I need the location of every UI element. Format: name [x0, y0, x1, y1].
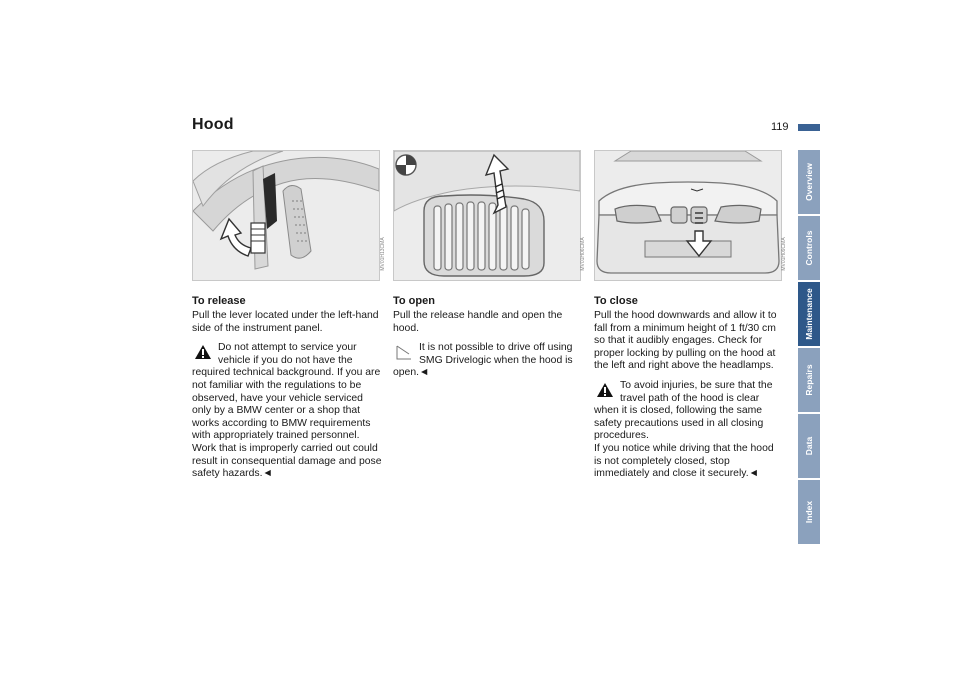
warning-text-extra: If you notice while driving that the hood is not completely closed, stop immediately and close it securely.◄ — [594, 442, 774, 480]
figure-code: MV01H13CMA — [380, 237, 386, 271]
section-heading: To release — [192, 295, 246, 307]
note-text-first: It is not possible to drive off using SMG Drivelogic when the hood is — [419, 342, 573, 366]
hood-close-illustration — [595, 151, 781, 280]
tab-maintenance-label: Maintenance — [804, 288, 814, 340]
section-heading: To close — [594, 295, 638, 307]
warning-text-rest: required technical background. If you are not familiar with the regulations to be observed, have your vehicle serviced only by a BMW center or a shop that works according to BMW requirements with appropriately trained personnel. Work that is improperly carried out could result in consequential damage and pose safety hazards. — [192, 367, 382, 480]
figure-release-lever — [192, 150, 380, 281]
end-mark: ◄ — [419, 367, 430, 379]
page-title: Hood — [192, 116, 234, 133]
tab-controls-label: Controls — [804, 230, 814, 266]
figure-code: MV01H09CMA — [781, 237, 787, 271]
section-release — [192, 295, 382, 485]
tab-repairs-label: Repairs — [804, 364, 814, 396]
tab-overview[interactable] — [798, 150, 820, 214]
grille-handle-illustration — [394, 151, 580, 280]
note-arrow-icon — [395, 344, 413, 360]
tab-repairs[interactable] — [798, 348, 820, 412]
tab-data[interactable] — [798, 414, 820, 478]
page-marker — [798, 124, 820, 131]
section-heading: To open — [393, 295, 435, 307]
section-close — [594, 295, 784, 485]
warning-triangle-icon — [194, 344, 212, 360]
section-body: Pull the release handle and open the hood. — [393, 310, 563, 334]
figure-grille-handle — [393, 150, 581, 281]
tab-data-label: Data — [804, 436, 814, 456]
figure-hood-close — [594, 150, 782, 281]
warning-text-rest: when it is closed, following the same safety precautions used in all closing procedures. — [594, 405, 764, 442]
tab-index[interactable] — [798, 480, 820, 544]
warning-triangle-icon — [596, 382, 614, 398]
warning-note — [594, 380, 784, 481]
tab-overview-label: Overview — [804, 163, 814, 201]
end-mark: ◄ — [262, 468, 273, 480]
note-text-rest: open. — [393, 367, 420, 379]
page-number: 119 — [771, 121, 789, 133]
warning-text-first: Do not attempt to service your vehicle if you do not have the — [218, 342, 357, 366]
side-tab-nav — [798, 150, 820, 546]
lever-pull-illustration — [193, 151, 379, 280]
tab-index-label: Index — [804, 500, 814, 524]
tab-maintenance[interactable] — [798, 282, 820, 346]
tab-controls[interactable] — [798, 216, 820, 280]
end-mark: ◄ — [748, 468, 759, 480]
figure-code: MV01H06CMA — [580, 237, 586, 271]
warning-text-first: To avoid injuries, be sure that the travel path of the hood is clear — [620, 379, 773, 404]
warning-note — [192, 342, 382, 481]
section-body: Pull the hood downwards and allow it to fall from a minimum height of 1 ft/30 cm so that it audibly engages. Check for proper locking by pulling on the hood at the left and right above the headlamps. — [594, 310, 777, 372]
section-open — [393, 295, 583, 384]
info-note — [393, 342, 583, 380]
section-body: Pull the lever located under the left-hand side of the instrument panel. — [192, 310, 379, 334]
